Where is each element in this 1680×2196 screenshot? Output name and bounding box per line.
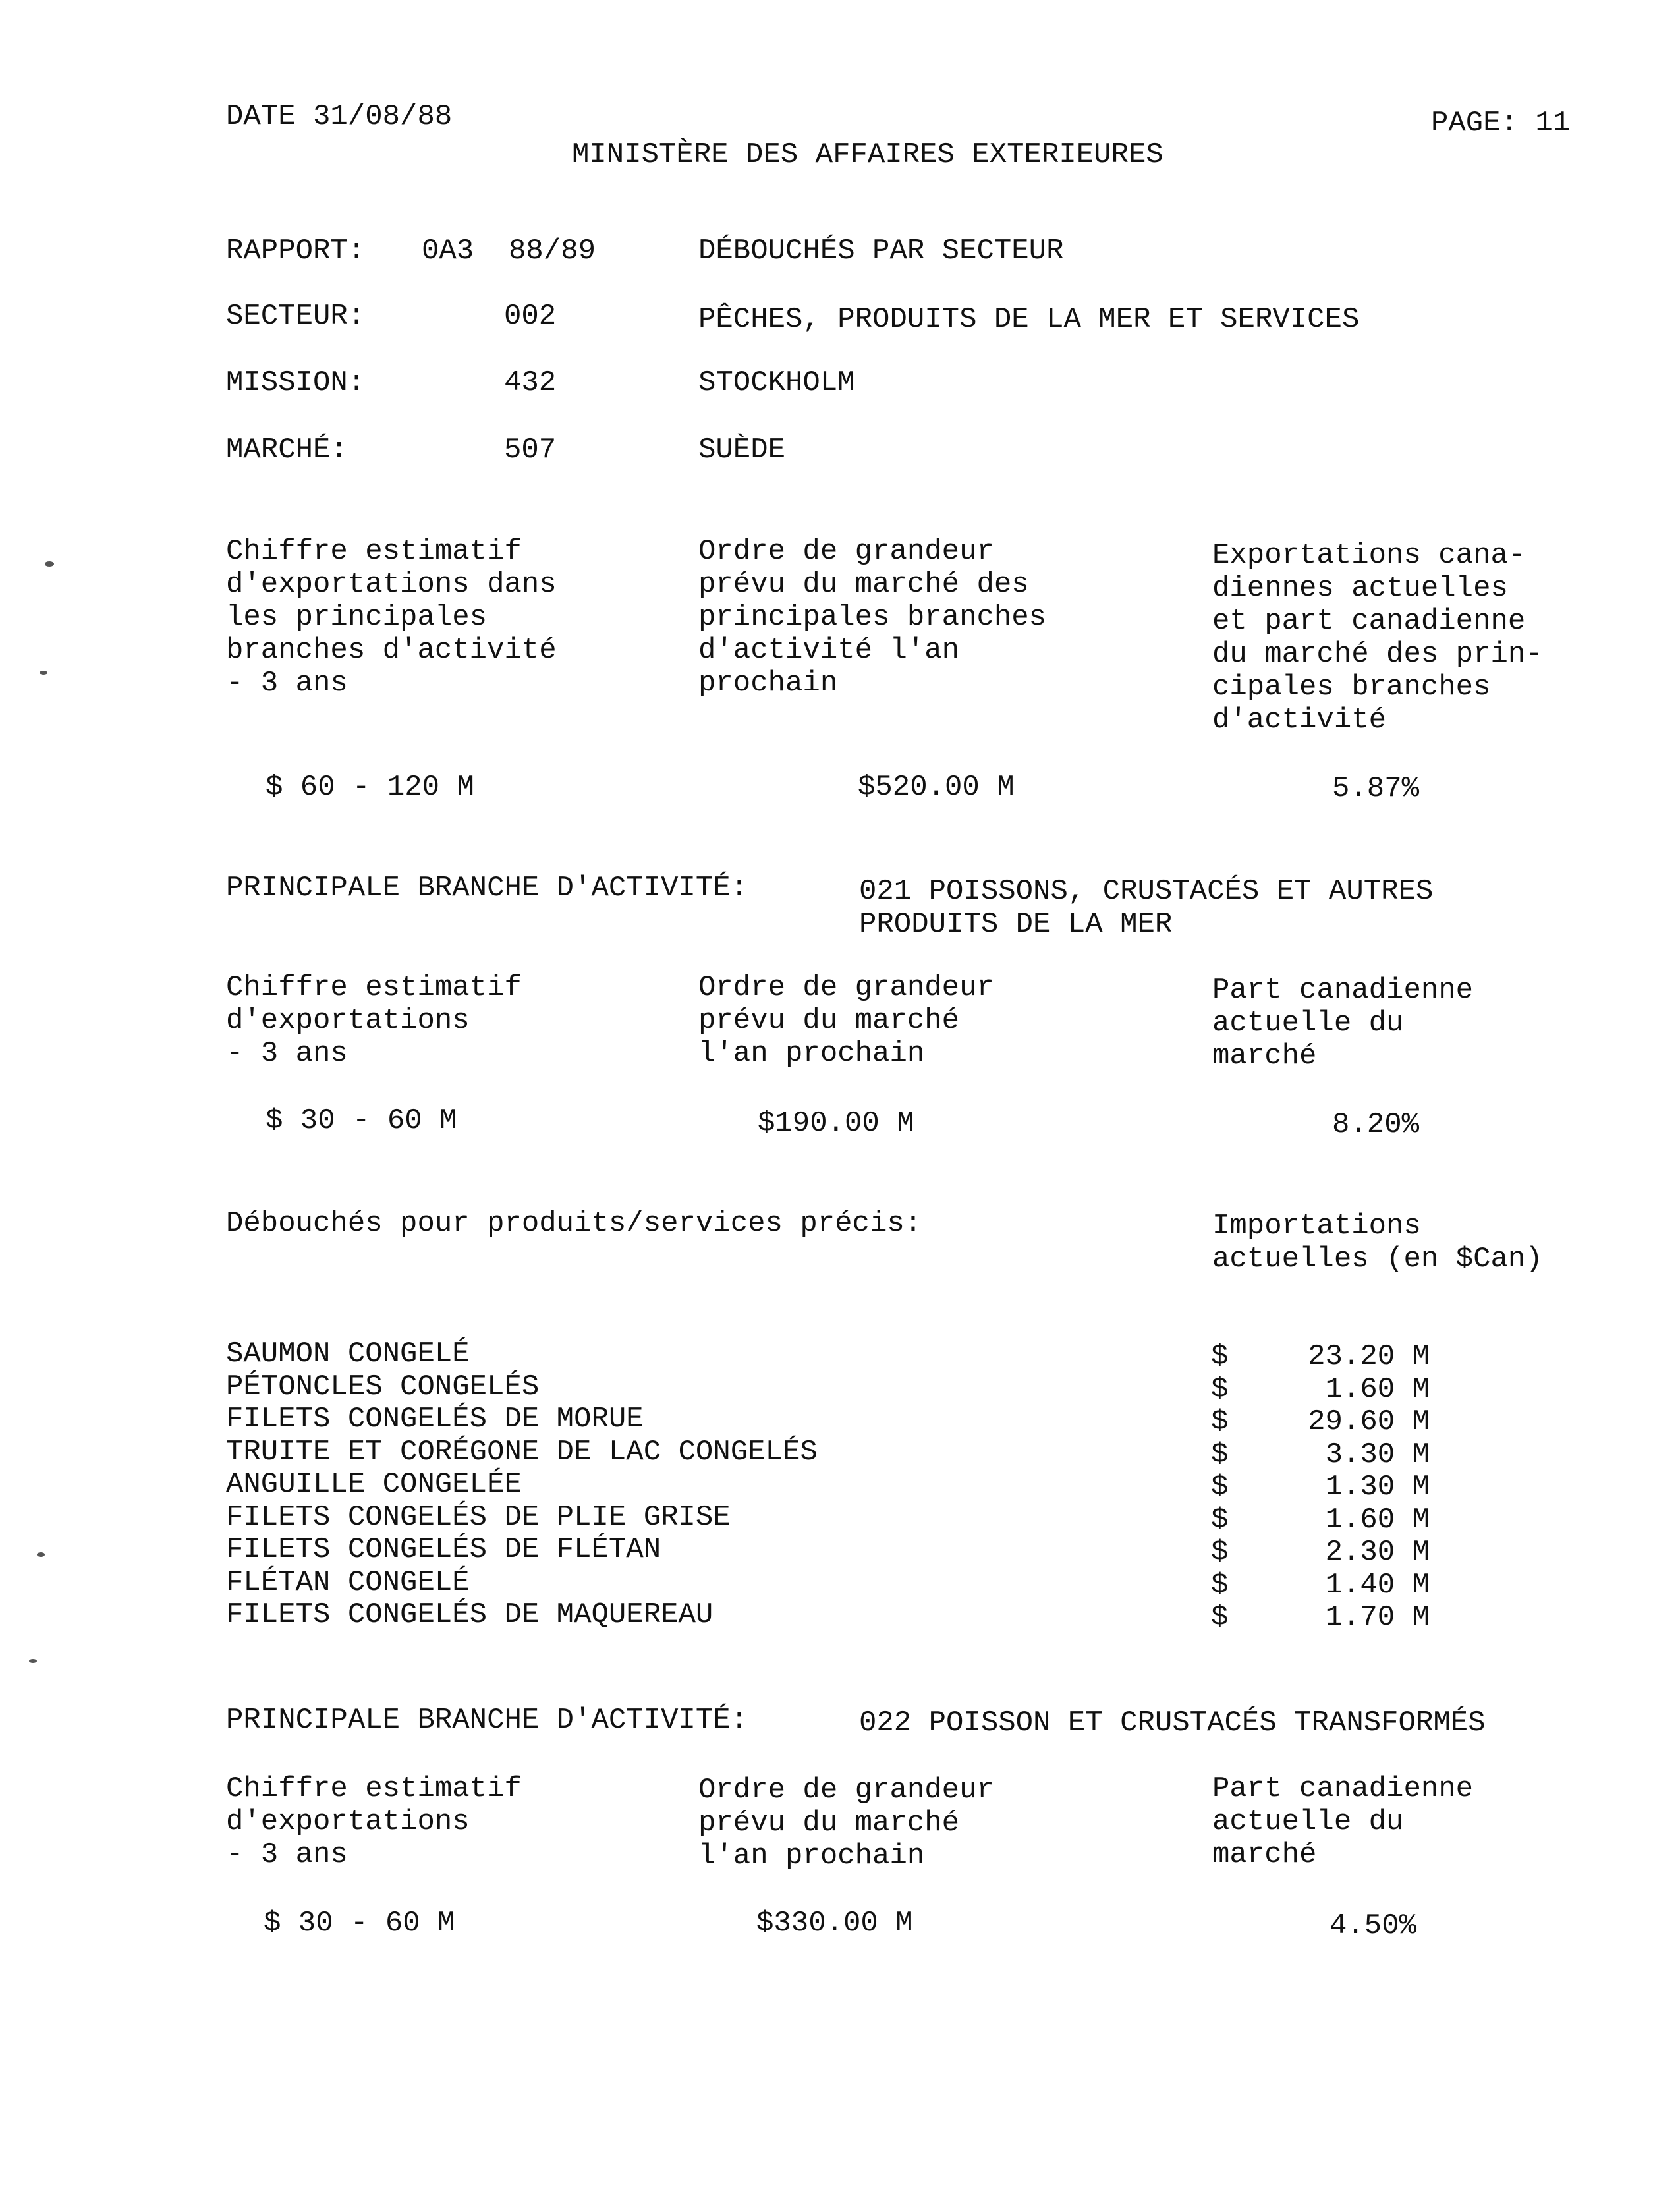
scan-speck [45, 561, 54, 567]
branch-022-col2-header: Ordre de grandeur prévu du marché l'an prochain [698, 1774, 994, 1872]
branch-021-col1-value: $ 30 - 60 M [266, 1104, 457, 1137]
branch-021-col2-header: Ordre de grandeur prévu du marché l'an prochain [698, 971, 994, 1070]
branch-021-name: 021 POISSONS, CRUSTACÉS ET AUTRES PRODUITS DE LA MER [859, 875, 1434, 941]
product-import-amount: 1.30 M [1325, 1471, 1430, 1504]
product-currency: $ [1211, 1373, 1229, 1406]
product-name: FILETS CONGELÉS DE FLÉTAN [226, 1533, 661, 1566]
branch-021-col3-value: 8.20% [1332, 1108, 1420, 1141]
branch-022-col2-value: $330.00 M [756, 1907, 913, 1940]
branch-022-col3-header: Part canadienne actuelle du marché [1212, 1772, 1474, 1871]
scan-speck [37, 1552, 45, 1557]
branch-022-label: PRINCIPALE BRANCHE D'ACTIVITÉ: [226, 1704, 748, 1737]
product-import-amount: 29.60 M [1308, 1405, 1430, 1438]
summary-col2-value: $520.00 M [858, 771, 1015, 804]
product-import-amount: 2.30 M [1325, 1536, 1430, 1569]
secteur-code: 002 [504, 300, 557, 333]
branch-021-col3-header: Part canadienne actuelle du marché [1212, 974, 1474, 1073]
product-import-amount: 1.60 M [1325, 1504, 1430, 1536]
branch-021-col2-value: $190.00 M [758, 1107, 914, 1140]
products-header: Débouchés pour produits/services précis: [226, 1207, 922, 1240]
summary-col1-value: $ 60 - 120 M [266, 771, 474, 804]
page-number: PAGE: 11 [1431, 107, 1571, 140]
rapport-title: DÉBOUCHÉS PAR SECTEUR [698, 235, 1064, 267]
product-name: TRUITE ET CORÉGONE DE LAC CONGELÉS [226, 1436, 818, 1469]
branch-021-label: PRINCIPALE BRANCHE D'ACTIVITÉ: [226, 872, 748, 905]
marche-label: MARCHÉ: [226, 434, 348, 466]
mission-code: 432 [504, 366, 557, 399]
product-import-amount: 1.70 M [1325, 1601, 1430, 1634]
product-name: PÉTONCLES CONGELÉS [226, 1370, 540, 1403]
product-name: ANGUILLE CONGELÉE [226, 1468, 522, 1501]
secteur-label: SECTEUR: [226, 300, 366, 333]
product-import-amount: 23.20 M [1308, 1340, 1430, 1373]
branch-022-col1-header: Chiffre estimatif d'exportations - 3 ans [226, 1772, 522, 1871]
product-currency: $ [1211, 1405, 1229, 1438]
summary-col3-header: Exportations cana- diennes actuelles et part canadienne du marché des prin- cipales branches d'activité [1212, 539, 1543, 737]
marche-name: SUÈDE [698, 434, 786, 466]
secteur-name: PÊCHES, PRODUITS DE LA MER ET SERVICES [698, 303, 1360, 336]
report-date: DATE 31/08/88 [226, 100, 453, 133]
product-name: FILETS CONGELÉS DE MAQUEREAU [226, 1598, 714, 1631]
mission-label: MISSION: [226, 366, 366, 399]
mission-name: STOCKHOLM [698, 366, 855, 399]
product-import-amount: 1.60 M [1325, 1373, 1430, 1406]
product-currency: $ [1211, 1601, 1229, 1634]
branch-022-col1-value: $ 30 - 60 M [264, 1907, 455, 1940]
product-name: SAUMON CONGELÉ [226, 1337, 470, 1370]
product-currency: $ [1211, 1536, 1229, 1569]
product-currency: $ [1211, 1504, 1229, 1536]
scan-speck [40, 671, 47, 675]
rapport-label: RAPPORT: [226, 235, 366, 267]
branch-021-col1-header: Chiffre estimatif d'exportations - 3 ans [226, 971, 522, 1070]
product-name: FILETS CONGELÉS DE MORUE [226, 1403, 644, 1436]
ministry-title: MINISTÈRE DES AFFAIRES EXTERIEURES [572, 138, 1163, 171]
summary-col1-header: Chiffre estimatif d'exportations dans les principales branches d'activité - 3 ans [226, 535, 557, 700]
marche-code: 507 [504, 434, 557, 466]
summary-col3-value: 5.87% [1332, 772, 1420, 805]
product-import-amount: 1.40 M [1325, 1569, 1430, 1602]
rapport-code: 0A3 88/89 [422, 235, 596, 267]
product-currency: $ [1211, 1471, 1229, 1504]
product-name: FILETS CONGELÉS DE PLIE GRISE [226, 1501, 731, 1534]
branch-022-col3-value: 4.50% [1330, 1909, 1417, 1942]
scan-speck [29, 1659, 37, 1663]
summary-col2-header: Ordre de grandeur prévu du marché des principales branches d'activité l'an prochain [698, 535, 1047, 700]
product-currency: $ [1211, 1438, 1229, 1471]
product-name: FLÉTAN CONGELÉ [226, 1566, 470, 1599]
product-currency: $ [1211, 1569, 1229, 1602]
branch-022-name: 022 POISSON ET CRUSTACÉS TRANSFORMÉS [859, 1706, 1486, 1739]
product-import-amount: 3.30 M [1325, 1438, 1430, 1471]
imports-header: Importations actuelles (en $Can) [1212, 1210, 1543, 1276]
product-currency: $ [1211, 1340, 1229, 1373]
